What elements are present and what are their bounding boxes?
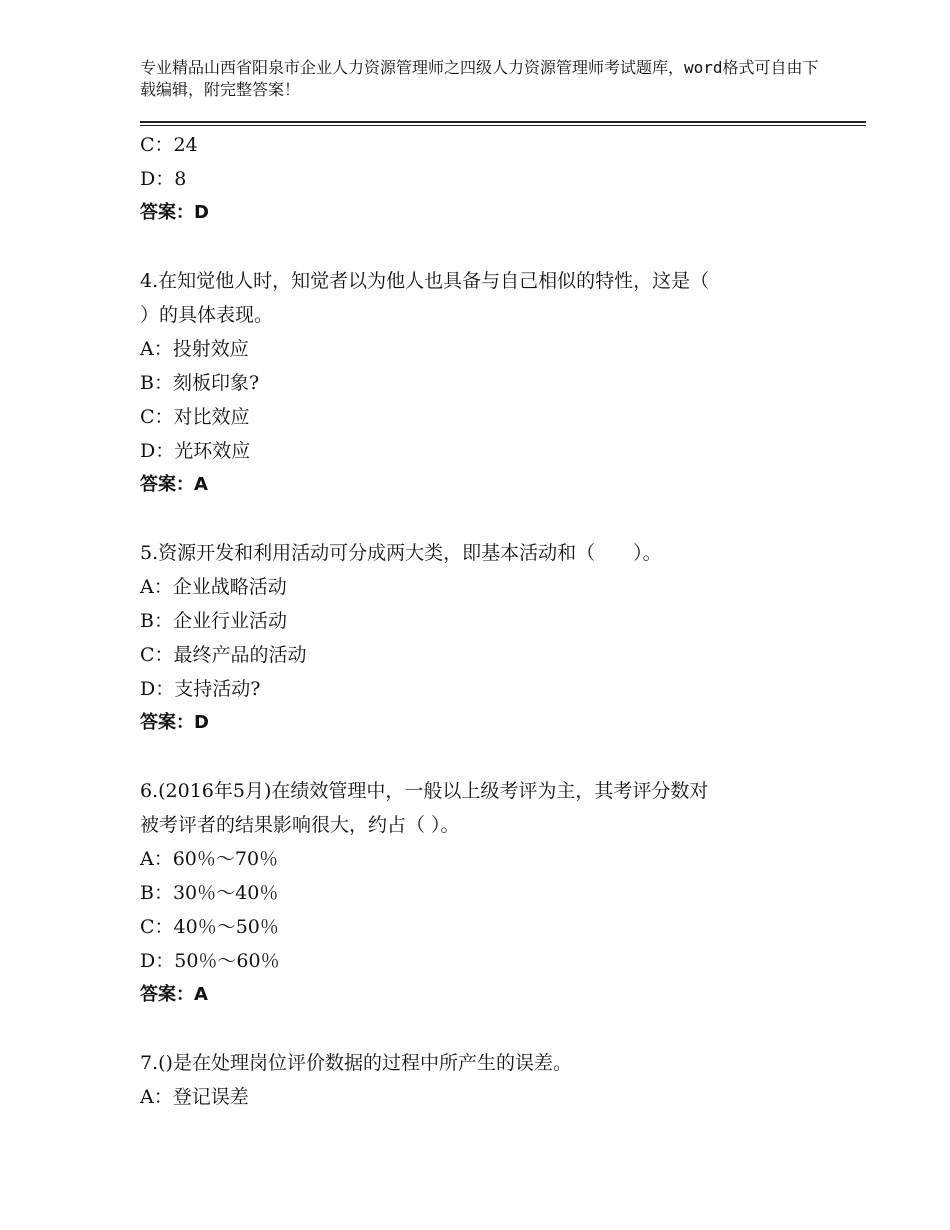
question-3-tail (140, 128, 830, 230)
option-c: C：对比效应 (140, 406, 250, 428)
question-6 (140, 774, 830, 1012)
answer: 答案：D (140, 712, 209, 733)
question-title: 7.()是在处理岗位评价数据的过程中所产生的误差。 (140, 1052, 572, 1074)
option-a: A：登记误差 (140, 1086, 249, 1108)
question-title: 6.(2016年5月)在绩效管理中，一般以上级考评为主，其考评分数对 (140, 780, 709, 802)
option-b: B：企业行业活动 (140, 610, 287, 632)
question-title: 被考评者的结果影响很大，约占（ ）。 (140, 814, 460, 836)
question-title: 5.资源开发和利用活动可分成两大类，即基本活动和（ ）。 (140, 542, 662, 564)
option-c: C：最终产品的活动 (140, 644, 307, 666)
header-rule-thin (140, 125, 866, 126)
option-d: D：光环效应 (140, 440, 251, 462)
question-7 (140, 1046, 830, 1114)
option-a: A：企业战略活动 (140, 576, 287, 598)
option-a: A：60％～70％ (140, 848, 279, 870)
header-rule (140, 121, 866, 123)
question-title: 4.在知觉他人时，知觉者以为他人也具备与自己相似的特性，这是（ (140, 270, 710, 292)
option-b: B：30％～40％ (140, 882, 279, 904)
question-5 (140, 536, 830, 740)
answer: 答案：A (140, 474, 208, 495)
option-d: D：50％～60％ (140, 950, 280, 972)
page-header: 专业精品山西省阳泉市企业人力资源管理师之四级人力资源管理师考试题库，word格式可自由下载编辑，附完整答案！ (140, 58, 819, 99)
option-b: B：刻板印象? (140, 372, 260, 394)
option: D：8 (140, 168, 187, 190)
option-a: A：投射效应 (140, 338, 249, 360)
option-c: C：40％～50％ (140, 916, 279, 938)
option: C：24 (140, 134, 198, 156)
answer: 答案：A (140, 984, 208, 1005)
answer: 答案：D (140, 202, 209, 223)
option-d: D：支持活动? (140, 678, 261, 700)
question-content (140, 128, 830, 1114)
question-title: ）的具体表现。 (140, 304, 274, 326)
question-4 (140, 264, 830, 502)
